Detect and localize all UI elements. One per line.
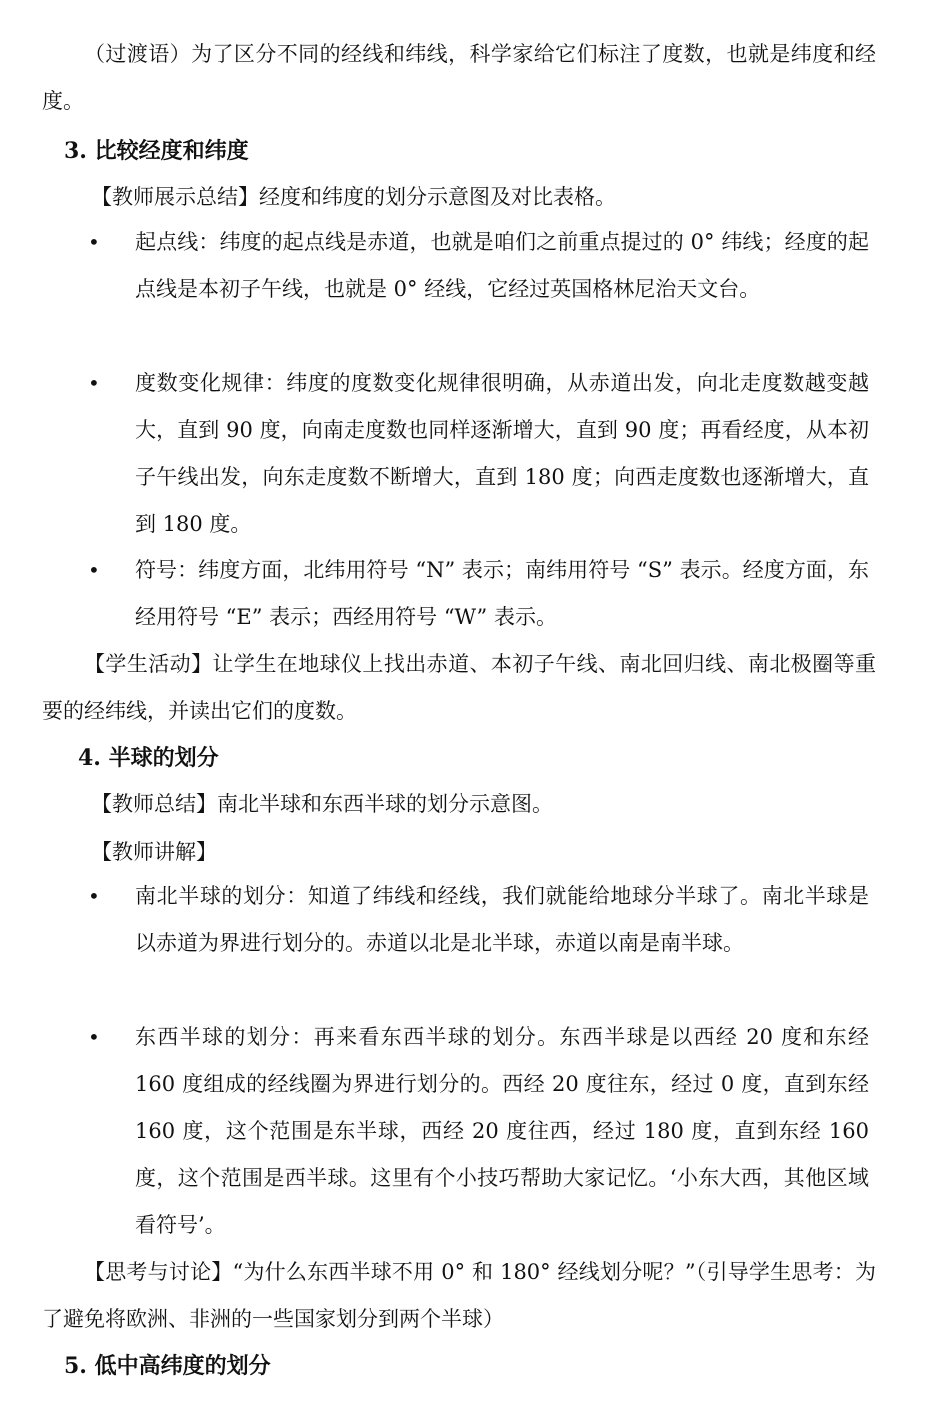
bullet-text: 东西半球的划分：再来看东西半球的划分。东西半球是以西经 20 度和东经 160 度组成的经线圈为界进行划分的。西经 20 度往东，经过 0 度，直到东经 160 度，这个范围是东半球，西经 20 度往西，经过 180 度，直到东经 160 度，这个范围是西半球。这里有个小技巧帮助大家记忆。‘小东大西，其他区域看符号’。: [135, 1025, 869, 1237]
bullet-text: 符号：纬度方面，北纬用符号 “N” 表示；南纬用符号 “S” 表示。经度方面，东经用符号 “E” 表示；西经用符号 “W” 表示。: [135, 558, 869, 629]
bullet-text: 南北半球的划分：知道了纬线和经线，我们就能给地球分半球了。南北半球是以赤道为界进行划分的。赤道以北是北半球，赤道以南是南半球。: [135, 884, 869, 955]
bullet-text: 度数变化规律：纬度的度数变化规律很明确，从赤道出发，向北走度数越变越大，直到 90 度，向南走度数也同样逐渐增大，直到 90 度；再看经度，从本初子午线出发，向东走度数不断增大，直到 180 度；向西走度数也逐渐增大，直到 180 度。: [135, 371, 869, 536]
transition-paragraph: （过渡语）为了区分不同的经线和纬线，科学家给它们标注了度数，也就是纬度和经度。: [42, 42, 876, 113]
teacher-summary-line: 【教师总结】南北半球和东西半球的划分示意图。: [91, 792, 553, 816]
section-heading-compare: 3. 比较经度和纬度: [64, 138, 249, 164]
think-discuss-paragraph: 【思考与讨论】“为什么东西半球不用 0° 和 180° 经线划分呢？”（引导学生思考：为了避免将欧洲、非洲的一些国家划分到两个半球）: [42, 1260, 876, 1331]
bullet-icon: •: [88, 371, 100, 395]
bullet-icon: •: [88, 558, 100, 582]
section-heading-latitude-zones: 5. 低中高纬度的划分: [64, 1353, 271, 1379]
bullet-icon: •: [88, 884, 100, 908]
section-heading-hemisphere: 4. 半球的划分: [78, 745, 219, 771]
bullet-icon: •: [88, 230, 100, 254]
teacher-explain-line: 【教师讲解】: [91, 840, 217, 864]
teacher-show-line: 【教师展示总结】经度和纬度的划分示意图及对比表格。: [91, 185, 616, 209]
student-activity-paragraph: 【学生活动】让学生在地球仪上找出赤道、本初子午线、南北回归线、南北极圈等重要的经纬线，并读出它们的度数。: [42, 652, 876, 723]
bullet-icon: •: [88, 1025, 100, 1049]
bullet-text: 起点线：纬度的起点线是赤道，也就是咱们之前重点提过的 0° 纬线；经度的起点线是本初子午线，也就是 0° 经线，它经过英国格林尼治天文台。: [135, 230, 869, 301]
